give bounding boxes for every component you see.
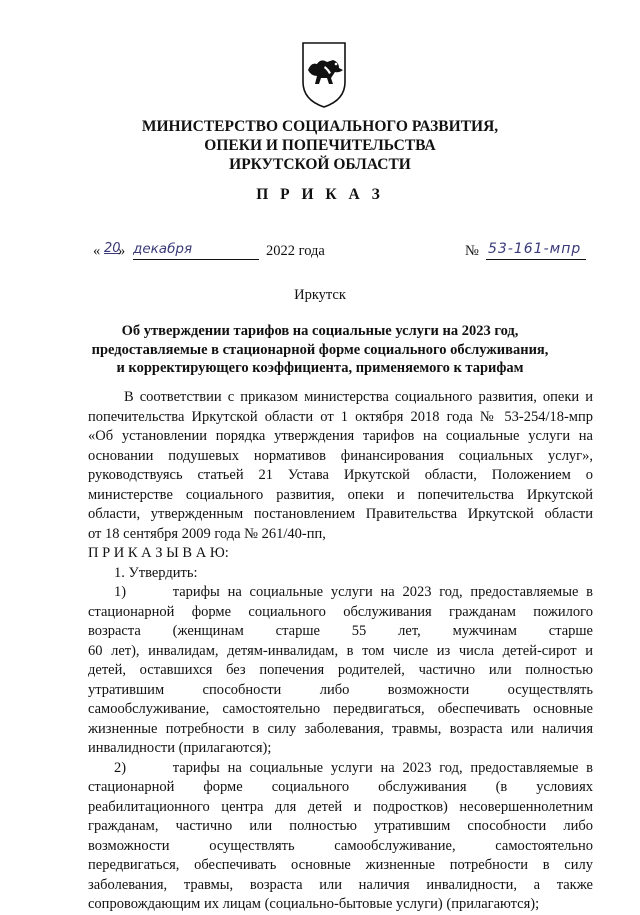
subitem-1-line: жизненные потребности в силу заболевания, травмы, возраста или наличия — [88, 720, 593, 737]
subitem-1-line: самообслуживание, самостоятельно передвигаться, обеспечивать основные — [88, 701, 593, 717]
date-year: 2022 года — [266, 243, 325, 259]
preamble-line: В соответствии с приказом министерства социального развития, опеки и — [124, 389, 593, 405]
subject-line-2: предоставляемые в стационарной форме социального обслуживания, — [91, 341, 549, 358]
subitem-1-line: детей, оставшихся без попечения родителей, частично или полностью — [88, 662, 593, 678]
preamble-line: руководствуясь статьей 21 Устава Иркутской области, Положением о — [88, 467, 593, 483]
preamble-line: от 18 сентября 2009 года № 261/40-пп, — [88, 525, 326, 542]
subject-line-3: и корректирующего коэффициента, применяемого к тарифам — [116, 360, 524, 376]
order-subject — [0, 322, 640, 378]
date-month-handwritten: декабря — [133, 241, 193, 257]
subitem-1-line: стационарной форме социального обслуживания гражданам пожилого — [88, 603, 593, 620]
subitem-1-line: тарифы на социальные услуги на 2023 год, предоставляемые в — [172, 584, 594, 600]
date-quote-close: » — [118, 243, 126, 259]
date-number-row — [0, 238, 640, 262]
date-quote-open: « — [93, 243, 101, 259]
subitem-1-first-line — [88, 583, 593, 603]
subitem-2-line: стационарной форме социального обслуживания (в условиях — [88, 779, 593, 795]
subitem-2-line: передвигаться, обеспечивать основные жизненные потребности в силу — [88, 857, 593, 873]
preamble-line: области, утвержденным постановлением Правительства Иркутской области — [88, 506, 593, 522]
preamble-line: «Об установлении порядка утверждения тарифов на социальные услуги на — [88, 428, 593, 444]
subitem-2-marker: 2) — [114, 759, 127, 776]
subitem-2-line: сопровождающим их лицам (социально-бытовые услуги) (прилагаются); — [88, 896, 540, 912]
order-number-handwritten: 53-161-мпр — [488, 241, 582, 257]
subitem-2-line: заболевания, травмы, возраста или наличия инвалидности, а также — [88, 876, 593, 893]
date-underline — [133, 259, 259, 260]
document-type-title: П Р И К А З — [256, 186, 384, 203]
number-underline — [486, 259, 586, 260]
preamble-line: министерстве социального развития, опеки и попечительства Иркутской — [88, 486, 593, 503]
subitem-2-line: гражданам, частично или полностью утратившим способности либо — [88, 818, 593, 834]
preamble-line: основании подушевых нормативов финансирования социальных услуг», — [88, 447, 593, 464]
ministry-line-3: ИРКУТСКОЙ ОБЛАСТИ — [229, 156, 411, 173]
subitem-1-marker: 1) — [114, 584, 127, 600]
subitem-1-line: 60 лет), инвалидам, детям-инвалидам, в том числе из числа детей-сирот и — [88, 642, 593, 659]
date-day-handwritten: 20 — [104, 241, 121, 256]
subitem-2-first-line — [88, 759, 593, 779]
preamble-line: попечительства Иркутской области от 1 октября 2018 года № 53-254/18-мпр — [88, 408, 593, 425]
subitem-2-line: реабилитационного центра для детей и подростков) несовершеннолетним — [88, 798, 593, 815]
document-body — [88, 388, 593, 915]
number-label: № — [465, 243, 479, 259]
subitem-1-line: возраста (женщинам старше 55 лет, мужчинам старше — [88, 623, 593, 639]
subitem-1-line: инвалидности (прилагаются); — [88, 740, 272, 756]
subitem-1-line: утратившим способности либо возможности осуществлять — [88, 681, 593, 698]
coat-of-arms-icon — [299, 40, 349, 110]
subitem-2-line: возможности осуществлять самообслуживание, самостоятельно — [88, 837, 593, 854]
subitem-2-line: тарифы на социальные услуги на 2023 год, предоставляемые в — [172, 759, 594, 776]
subject-line-1: Об утверждении тарифов на социальные услуги на 2023 год, — [121, 323, 519, 339]
order-word: П Р И К А З Ы В А Ю: — [88, 545, 229, 561]
ministry-line-2: ОПЕКИ И ПОПЕЧИТЕЛЬСТВА — [204, 137, 436, 154]
item-1-approve: 1. Утвердить: — [114, 564, 198, 581]
ministry-name — [0, 117, 640, 174]
ministry-line-1: МИНИСТЕРСТВО СОЦИАЛЬНОГО РАЗВИТИЯ, — [141, 118, 499, 135]
city-name: Иркутск — [294, 287, 346, 303]
